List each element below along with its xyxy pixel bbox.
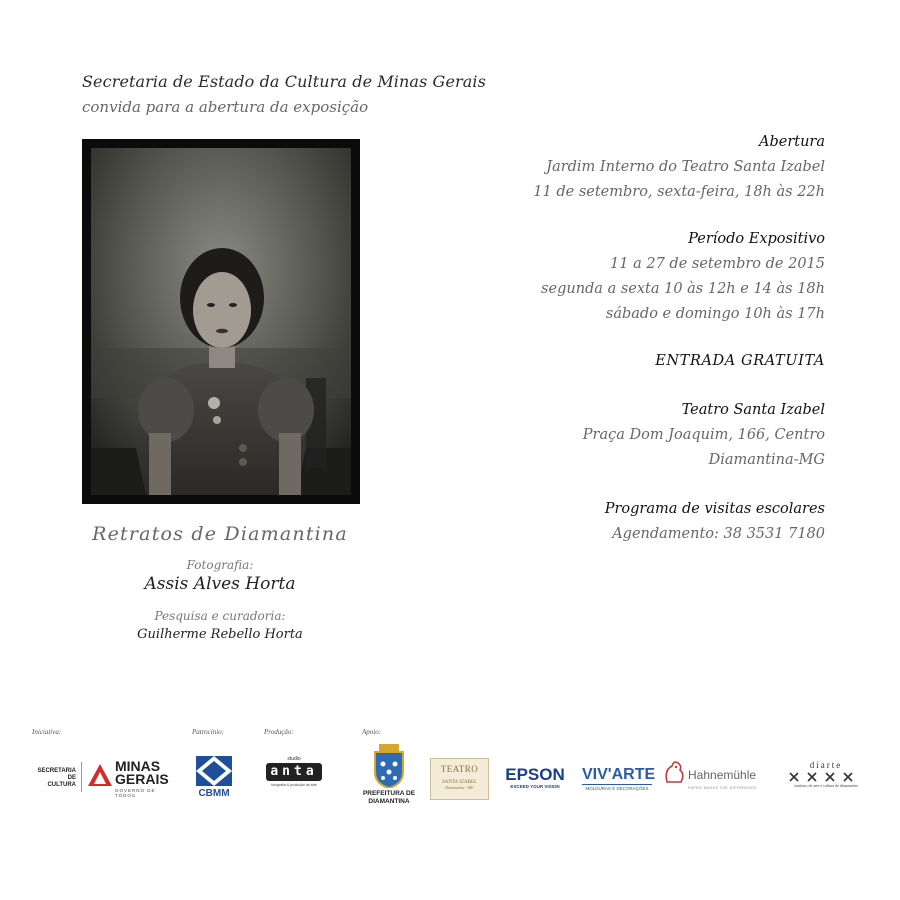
secretaria-cultura-logo [32,768,76,789]
minas-line2: GERAIS [115,771,169,787]
teatro-line2: SANTA IZABEL [441,780,477,785]
opening-heading: Abertura [758,134,825,150]
secretaria-line2: CULTURA [47,782,76,788]
studio-subtitle: fotografia & produção de arte [271,783,317,787]
studio-anta-logo [264,756,324,792]
period-dates: 11 a 27 de setembro de 2015 [610,256,825,272]
vivarte-text: VIV'ARTE [582,766,656,783]
prefeitura-line1: PREFEITURA DE [362,790,416,797]
period-weekdays: segunda a sexta 10 às 12h e 14 às 18h [541,281,825,297]
curation-label: Pesquisa e curadoria: [154,609,286,623]
minas-subtitle: GOVERNO DE TODOS [115,788,156,798]
school-program-heading: Programa de visitas escolares [604,501,825,517]
prefeitura-logo [360,744,418,810]
curator-name: Guilherme Rebello Horta [137,627,303,642]
period-weekend: sábado e domingo 10h às 17h [605,306,825,322]
diarte-logo [785,760,867,800]
portrait-photo [82,139,360,504]
minas-triangle-icon [88,764,112,786]
invitation-host: Secretaria de Estado da Cultura de Minas Gerais [82,72,486,91]
logo-divider [81,762,82,792]
teatro-line1: TEATRO [440,764,479,774]
free-entry: ENTRADA GRATUITA [655,353,825,369]
vivarte-subtitle: MOLDURAS E DECORAÇÕES [582,784,652,791]
opening-date: 11 de setembro, sexta-feira, 18h às 22h [533,184,825,200]
photographer-name: Assis Alves Horta [144,574,296,594]
sponsorship-label: Patrocínio: [192,728,225,736]
hahnemuhle-text: Hahnemühle [688,768,757,782]
sponsor-logos [30,726,875,826]
epson-text: EPSON [505,765,565,784]
prefeitura-line2: DIAMANTINA [368,798,410,805]
rooster-icon [662,758,686,786]
venue-city: Diamantina-MG [708,452,825,468]
prefeitura-crest-icon [369,744,409,788]
opening-place: Jardim Interno do Teatro Santa Izabel [546,159,825,175]
hahnemuhle-subtitle: PAPER MAKES THE DIFFERENCE [688,786,758,790]
secretaria-line1: SECRETARIA DE [37,768,76,781]
teatro-line3: Diamantina - MG [445,785,474,790]
diarte-text: diarte [809,760,843,770]
venue-heading: Teatro Santa Izabel [681,402,825,418]
cbmm-logo [193,756,235,802]
venue-address: Praça Dom Joaquim, 166, Centro [582,427,825,443]
portrait-image [91,148,351,495]
period-heading: Período Expositivo [688,231,825,247]
epson-subtitle: EXCEED YOUR VISION [510,784,560,789]
minas-line1: MINAS [115,758,161,774]
production-label: Produção: [264,728,294,736]
diarte-pattern-icon [786,771,866,783]
studio-name: anta [266,763,322,781]
teatro-santa-izabel-logo [430,758,489,800]
hahnemuhle-logo [662,758,772,798]
initiative-label: Iniciativa: [32,728,62,736]
epson-logo [503,766,567,796]
minas-gerais-logo [88,760,178,796]
cbmm-mark-icon [196,756,232,786]
diarte-subtitle: instituto de arte e cultura de diamantina [794,783,858,788]
event-details [533,130,825,547]
photography-label: Fotografia: [186,558,254,572]
vivarte-logo [582,766,656,796]
invitation-subtitle: convida para a abertura da exposição [82,98,369,116]
cbmm-text: CBMM [198,788,230,799]
support-label: Apoio: [362,728,382,736]
studio-text: studio [287,756,301,762]
school-booking-phone: Agendamento: 38 3531 7180 [612,526,825,542]
exhibition-title: Retratos de Diamantina [92,523,348,545]
portrait-illustration [91,148,351,495]
